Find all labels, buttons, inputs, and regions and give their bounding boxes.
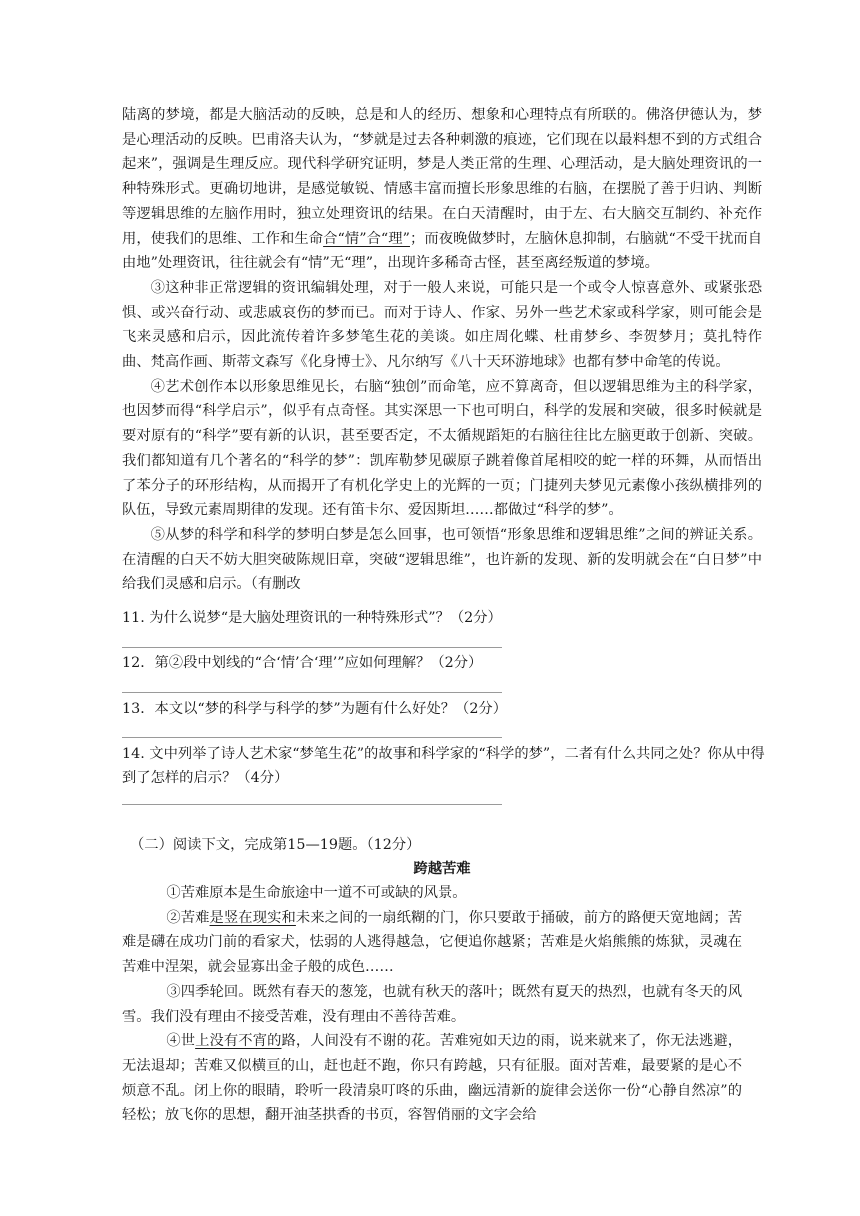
- passage2-paragraph-2-text-a: ②苦难: [166, 909, 210, 926]
- paragraph-3: ③这种非正常逻辑的资讯编辑处理，对于一般人来说，可能只是一个或令人惊喜意外、或紧张恐惧、或兴奋行动、或悲戚哀伤的梦而已。而对于诗人、作家、另外一些艺术家或科学家，则可能会是飞来灵感和启示，因此流传着许多梦笔生花的美谈。如庄周化蝶、杜甫梦乡、李贺梦月；莫扎特作曲、梵高作画、斯蒂文森写《化身博士》、凡尔纳写《八十天环游地球》也都有梦中命笔的传说。: [122, 279, 762, 371]
- answer-line-14[interactable]: [122, 804, 502, 805]
- question-14: 14. 文中列举了诗人艺术家“梦笔生花”的故事和科学家的“科学的梦”，二者有什么共同之处？你从中得到了怎样的启示？（4分）: [122, 746, 765, 786]
- passage2-paragraph-4-text-a: ④世: [166, 1033, 196, 1050]
- underlined-phrase-3: 上没有不宵的: [195, 1033, 282, 1050]
- paragraph-2-text-a: 陆离的梦境，都是大脑活动的反映，总是和人的经历、想象和心理特点有所联的。佛洛伊德认为，梦是心理活动的反映。巴甫洛夫认为，“梦就是过去各种刺激的痕迹，它们现在以最料想不到的方式组合起来”，强调是生理反应。现代科学研究证明，梦是人类正常的生理、心理活动，是大脑处理资讯的一种特殊形式。更确切地讲，是感觉敏锐、情感丰富而擅长形象思维的右脑，在摆脱了善于归讷、判断等逻辑思维的左脑作用时，独立处理资讯的结果。在白天清醒时，由于左、右大脑交互制约、补充作用，使我们的思维、工作和生命: [122, 107, 762, 247]
- passage-one: [122, 103, 762, 597]
- paragraph-2-text-b: ；而夜晚做梦时，左脑休息抑制，右脑就“不受干扰而自由地”处理资讯，往往就会有“情”无“理”，出现许多稀奇古怪，甚至离经叛道的梦境。: [122, 230, 762, 272]
- passage2-paragraph-4-text-b: 路，人间没有不谢的花。苦难宛如天边的雨，说来就来了，你无法逃避，无法退却；苦难又似横亘的山，赶也赶不跑，你只有跨越，只有征服。面对苦难，最要紧的是心不烦意不乱。闭上你的眼睛，聆听一段清泉叮咚的乐曲，幽远清新的旋律会送你一份“心静自然凉”的轻松；放飞你的思想，翻开油茎拱香的书页，容智俏丽的文字会给: [122, 1033, 743, 1124]
- answer-line-11[interactable]: [122, 647, 502, 648]
- passage2-paragraph-1: ①苦难原本是生命旅途中一道不可或缺的风景。: [166, 885, 467, 901]
- section-two-heading: （二）阅读下文，完成第15—19题。（12分）: [130, 837, 421, 853]
- passage2-paragraph-2: [122, 906, 742, 980]
- passage2-paragraph-2-text-b: 未来之间的一扇纸糊的门，你只要敢于捅破，前方的路便天宽地阔；苦难是礴在成功门前的看家犬，怯弱的人逃得越急，它便追你越紧；苦难是火焰熊熊的炼狱，灵魂在苦难中涅架，就会显寡出金子般的成色……: [122, 909, 743, 976]
- underlined-phrase-2: 是竖在现实和: [209, 909, 296, 926]
- paragraph-4: ④艺术创作本以形象思维见长，右脑“独创”而命笔，应不算离奇，但以逻辑思维为主的科学家，也因梦而得“科学启示”，似乎有点奇怪。其实深思一下也可明白，科学的发展和突破，很多时候就是要对原有的“科学”要有新的认识，甚至要否定，不太循规蹈矩的右脑往往比左脑更敢于创新、突破。我们都知道有几个著名的“科学的梦”：凯库勒梦见碳原子跳着像首尾相咬的蛇一样的环舞，从而悟出了苯分子的环形结构，从而揭开了有机化学史上的光辉的一页；门捷列夫梦见元素像小孩纵横排列的队伍，导致元素周期律的发现。还有笛卡尔、爱因斯坦……都做过“科学的梦”。: [122, 378, 762, 519]
- paragraph-5: ⑤从梦的科学和科学的梦明白梦是怎么回事，也可领悟“形象思维和逻辑思维”之间的辨证关系。在清醒的白天不妨大胆突破陈规旧章，突破“逻辑思维”，也许新的发现、新的发明就会在“白日梦”中给我们灵感和启示。（有删改: [122, 526, 762, 593]
- question-13: 13．本文以“梦的科学与科学的梦”为题有什么好处？（2分）: [122, 701, 508, 717]
- answer-line-13[interactable]: [122, 737, 502, 738]
- passage-two: [122, 881, 742, 1128]
- question-11: 11. 为什么说梦“是大脑处理资讯的一种特殊形式”？（2分）: [122, 610, 502, 626]
- passage2-paragraph-3: ③四季轮回。既然有春天的葱笼，也就有秋天的落叶；既然有夏天的热烈，也就有冬天的风雪。我们没有理由不接受苦难，没有理由不善待苦难。: [122, 983, 742, 1025]
- underlined-phrase: 合“情”合“理”: [323, 230, 410, 247]
- question-12: 12．第②段中划线的“合‘情’合‘理’”应如何理解？（2分）: [122, 655, 483, 671]
- paragraph-2-continued: [122, 103, 762, 276]
- article-title: 跨越苦难: [413, 861, 471, 877]
- answer-line-12[interactable]: [122, 692, 502, 693]
- passage2-paragraph-4: [122, 1029, 742, 1128]
